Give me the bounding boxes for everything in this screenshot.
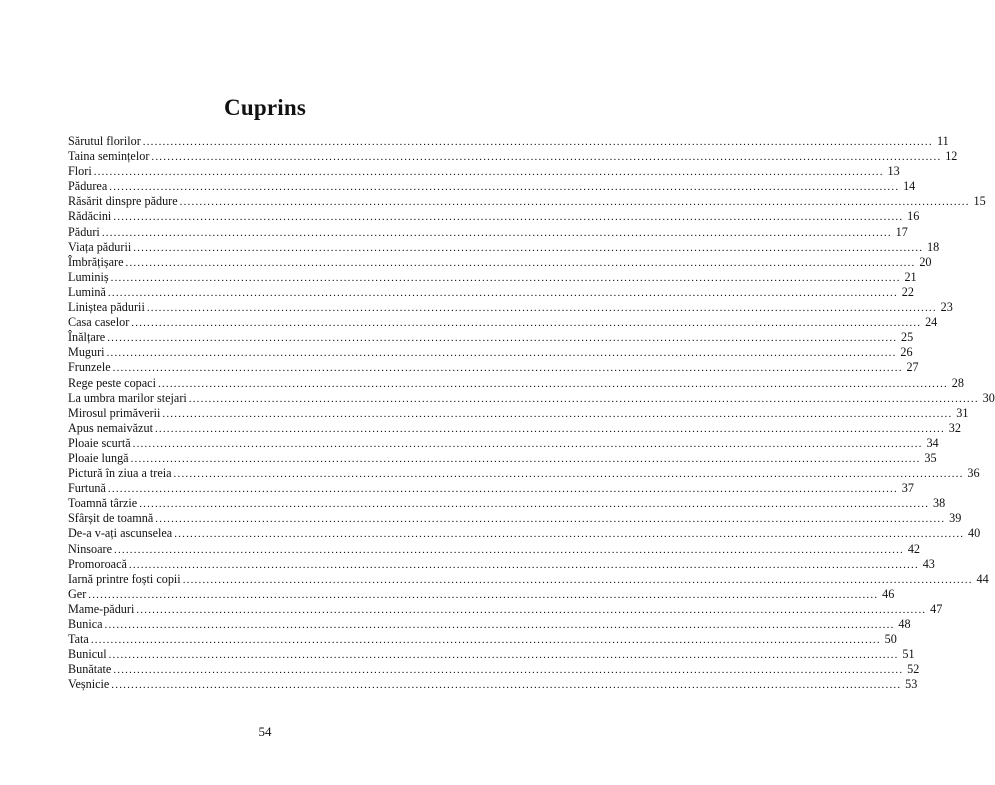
toc-entry-title: Luminiș (68, 269, 109, 284)
toc-entry-page: 32 (948, 420, 961, 435)
toc-entry (68, 466, 980, 481)
toc-entry-page: 16 (907, 209, 920, 224)
toc-entry (68, 647, 915, 662)
toc-entry (68, 601, 943, 617)
toc-entry-title: Sfârșit de toamnă (68, 511, 154, 526)
toc-entry (68, 450, 937, 466)
toc-entry-title: Toamnă târzie (68, 496, 138, 511)
toc-entry (68, 677, 918, 692)
toc-entry (68, 269, 917, 285)
dot-leader: ........................................................................................................................................................................................................ (113, 211, 904, 224)
dot-leader: ........................................................................................................................................................................................................ (136, 603, 927, 616)
toc-entry-page: 35 (924, 450, 937, 465)
toc-entry-title: Răsărit dinspre pădure (68, 194, 178, 209)
dot-leader: ........................................................................................................................................................................................................ (125, 256, 916, 269)
dot-leader: ........................................................................................................................................................................................................ (101, 226, 892, 239)
toc-entry-title: Muguri (68, 345, 105, 360)
toc-entry-title: Bunicul (68, 647, 107, 662)
toc-entry-page: 48 (898, 617, 911, 631)
toc-entry-title: Iarnă printre foști copii (68, 571, 181, 586)
dot-leader: ........................................................................................................................................................................................................ (173, 468, 964, 481)
toc-entry-title: Veșnicie (68, 677, 110, 692)
toc-entry-page: 38 (933, 496, 946, 511)
toc-entry (68, 586, 895, 602)
dot-leader: ........................................................................................................................................................................................................ (131, 317, 922, 330)
toc-entry (68, 179, 916, 194)
toc-entry (68, 315, 938, 330)
dot-leader: ........................................................................................................................................................................................................ (104, 619, 895, 631)
dot-leader: ........................................................................................................................................................................................................ (128, 558, 919, 571)
toc-entry-page: 13 (887, 164, 900, 179)
toc-entry (68, 284, 914, 300)
toc-entry-title: Apus nemaivăzut (68, 420, 153, 435)
page-number: 54 (258, 724, 272, 739)
dot-leader: ........................................................................................................................................................................................................ (139, 498, 930, 511)
page-title: Cuprins (224, 95, 306, 121)
toc-entry-page: 47 (930, 601, 943, 616)
toc-entry-page: 12 (945, 149, 958, 164)
toc-entry-title: Pictură în ziua a treia (68, 466, 172, 481)
toc-entry-page: 30 (982, 390, 995, 405)
toc-entry-title: Lumină (68, 284, 106, 299)
toc-entry-title: Rege peste copaci (68, 375, 156, 390)
toc-entry-page: 20 (919, 254, 932, 269)
toc-entry-title: Viața pădurii (68, 239, 132, 254)
toc-entry-title: Flori (68, 164, 92, 179)
toc-entry (68, 194, 986, 209)
toc-entry (68, 149, 958, 164)
toc-entry (68, 632, 897, 647)
toc-entry-page: 37 (901, 481, 914, 496)
toc-entry (68, 571, 989, 587)
dot-leader: ........................................................................................................................................................................................................ (107, 286, 898, 299)
dot-leader: ........................................................................................................................................................................................................ (151, 151, 942, 164)
toc-entry-title: Ger (68, 586, 87, 601)
toc-entry-title: Taina semințelor (68, 149, 150, 164)
toc-entry (68, 511, 962, 526)
toc-entry-title: Ninsoare (68, 541, 112, 556)
dot-leader: ........................................................................................................................................................................................................ (188, 392, 979, 405)
toc-entry-page: 46 (882, 586, 895, 601)
table-of-contents (68, 134, 995, 692)
toc-entry (68, 209, 920, 224)
toc-entry (68, 239, 940, 255)
toc-entry (68, 541, 920, 557)
toc-entry (68, 164, 900, 179)
dot-leader: ........................................................................................................................................................................................................ (157, 377, 948, 390)
dot-leader: ........................................................................................................................................................................................................ (132, 437, 923, 450)
toc-entry-page: 18 (927, 239, 940, 254)
toc-entry-page: 26 (900, 345, 913, 360)
toc-entry-page: 53 (905, 677, 918, 692)
toc-entry-title: Rădăcini (68, 209, 112, 224)
toc-entry-page: 27 (906, 360, 919, 375)
toc-entry (68, 345, 913, 360)
toc-entry-page: 44 (976, 571, 989, 586)
toc-entry-page: 21 (904, 269, 917, 284)
toc-entry-page: 22 (901, 284, 914, 299)
dot-leader: ........................................................................................................................................................................................................ (130, 452, 921, 465)
toc-entry-title: Bunătate (68, 662, 112, 677)
toc-entry-title: Frunzele (68, 360, 111, 375)
dot-leader: ........................................................................................................................................................................................................ (108, 649, 899, 662)
dot-leader: ........................................................................................................................................................................................................ (109, 181, 900, 194)
toc-entry-page: 11 (937, 134, 949, 148)
toc-entry-page: 34 (926, 435, 939, 450)
dot-leader: ........................................................................................................................................................................................................ (162, 407, 953, 420)
toc-entry-page: 24 (925, 315, 938, 330)
toc-entry-page: 52 (907, 662, 920, 677)
dot-leader: ........................................................................................................................................................................................................ (93, 166, 884, 179)
toc-entry-title: Casa caselor (68, 315, 130, 330)
toc-entry-page: 51 (902, 647, 915, 662)
dot-leader: ........................................................................................................................................................................................................ (106, 347, 897, 360)
toc-entry-title: La umbra marilor stejari (68, 390, 187, 405)
dot-leader: ........................................................................................................................................................................................................ (112, 362, 903, 375)
toc-entry (68, 526, 981, 541)
toc-entry (68, 134, 949, 149)
toc-entry (68, 330, 914, 345)
dot-leader: ........................................................................................................................................................................................................ (179, 196, 970, 209)
toc-entry-page: 39 (949, 511, 962, 526)
toc-entry (68, 617, 911, 632)
dot-leader: ........................................................................................................................................................................................................ (107, 483, 898, 496)
dot-leader: ........................................................................................................................................................................................................ (110, 271, 901, 284)
toc-entry-page: 50 (884, 632, 897, 647)
dot-leader: ........................................................................................................................................................................................................ (154, 422, 945, 435)
toc-entry (68, 496, 946, 511)
toc-entry-title: Îmbrățișare (68, 254, 124, 269)
dot-leader: ........................................................................................................................................................................................................ (88, 588, 879, 601)
toc-entry (68, 662, 920, 677)
toc-entry-page: 15 (973, 194, 986, 209)
toc-entry (68, 390, 995, 406)
dot-leader: ........................................................................................................................................................................................................ (111, 679, 902, 692)
dot-leader: ........................................................................................................................................................................................................ (113, 664, 904, 677)
toc-entry-page: 28 (951, 375, 964, 390)
toc-entry-page: 23 (940, 300, 953, 315)
toc-entry (68, 254, 932, 270)
toc-entry-page: 17 (895, 224, 908, 239)
toc-entry (68, 420, 961, 436)
toc-entry-title: Sărutul florilor (68, 134, 141, 148)
toc-entry (68, 224, 908, 240)
toc-entry-title: Tata (68, 632, 89, 647)
toc-entry-title: Ploaie lungă (68, 450, 129, 465)
dot-leader: ........................................................................................................................................................................................................ (107, 332, 898, 345)
dot-leader: ........................................................................................................................................................................................................ (114, 543, 904, 556)
toc-entry (68, 556, 935, 572)
toc-entry (68, 405, 969, 421)
toc-entry-page: 43 (922, 556, 935, 571)
toc-entry-title: Promoroacă (68, 556, 127, 571)
dot-leader: ........................................................................................................................................................................................................ (90, 634, 881, 647)
toc-entry-title: Liniștea pădurii (68, 300, 145, 315)
dot-leader: ........................................................................................................................................................................................................ (174, 528, 965, 541)
toc-entry-page: 40 (968, 526, 981, 541)
toc-entry-title: Păduri (68, 224, 100, 239)
toc-entry-title: De-a v-ați ascunselea (68, 526, 173, 541)
toc-entry-title: Bunica (68, 617, 103, 631)
toc-entry-page: 25 (901, 330, 914, 345)
dot-leader: ........................................................................................................................................................................................................ (146, 302, 937, 315)
toc-entry-title: Mirosul primăverii (68, 405, 161, 420)
toc-entry-page: 36 (967, 466, 980, 481)
dot-leader: ........................................................................................................................................................................................................ (142, 136, 933, 148)
toc-entry (68, 481, 914, 496)
dot-leader: ........................................................................................................................................................................................................ (133, 241, 924, 254)
toc-entry-page: 42 (907, 541, 920, 556)
toc-entry-title: Pădurea (68, 179, 108, 194)
toc-entry (68, 435, 939, 451)
dot-leader: ........................................................................................................................................................................................................ (155, 513, 946, 526)
toc-entry (68, 300, 953, 315)
toc-entry-page: 14 (903, 179, 916, 194)
toc-entry-page: 31 (956, 405, 969, 420)
toc-entry-title: Ploaie scurtă (68, 435, 131, 450)
dot-leader: ........................................................................................................................................................................................................ (182, 573, 973, 586)
toc-entry-title: Mame-păduri (68, 601, 135, 616)
toc-entry-title: Furtună (68, 481, 106, 496)
toc-entry-title: Înălțare (68, 330, 106, 345)
toc-entry (68, 360, 919, 375)
toc-entry (68, 375, 964, 391)
